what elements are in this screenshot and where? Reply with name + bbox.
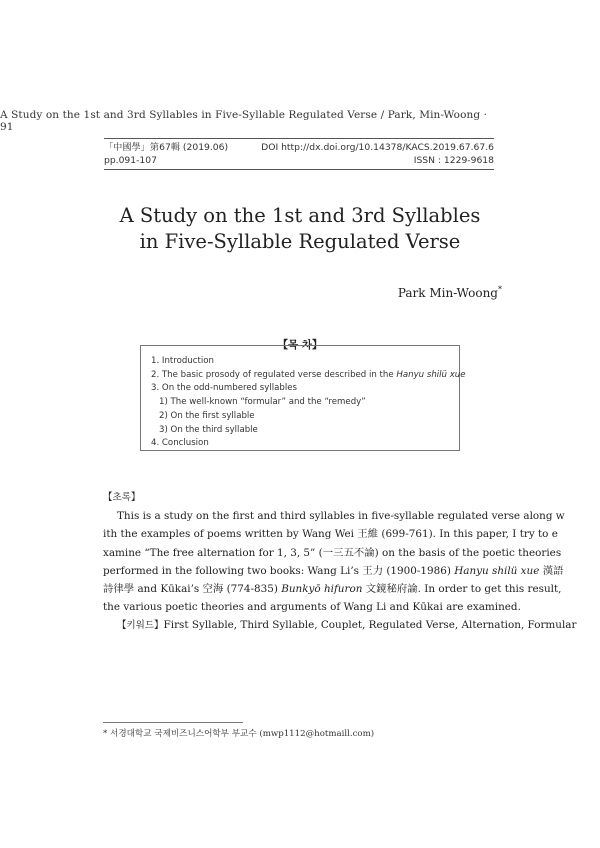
toc-item: 1. Introduction [151, 356, 214, 366]
toc-item-text: 2. The basic prosody of regulated verse described in the [151, 369, 397, 380]
abstract-line [103, 562, 564, 580]
keywords-label: 【키워드】 [117, 620, 164, 632]
running-head: A Study on the 1st and 3rd Syllables in Five-Syllable Regulated Verse / Park, Min-Woong · 91 [0, 109, 488, 133]
journal-info [104, 138, 494, 170]
keywords-text: First Syllable, Third Syllable, Couplet, Regulated Verse, Alternation, Formular [163, 619, 577, 632]
abstract [103, 488, 577, 636]
toc-item: 3. On the odd-numbered syllables [151, 383, 298, 394]
abstract-line [103, 580, 562, 598]
abstract-line: xamine “The free alternation for 1, 3, 5” (一三五不論) on the basis of the poetic theories [103, 546, 562, 559]
author-footnote-mark: * [498, 285, 502, 294]
toc-item: 4. Conclusion [151, 438, 209, 449]
page-range: pp.091-107 [104, 155, 157, 166]
table-of-contents [140, 345, 466, 451]
title-line-1: A Study on the 1st and 3rd Syllables [119, 204, 481, 227]
footnote: * 서경대학교 국제비즈니스어학부 부교수 (mwp1112@hotmaill.com) [103, 729, 375, 739]
toc-item-italic: Hanyu shilü xue [396, 369, 466, 380]
abstract-line: ith the examples of poems written by Wang Wei 王維 (699-761). In this paper, I try to e [103, 528, 558, 541]
footnote-divider [103, 722, 243, 723]
toc-subitem: 2) On the first syllable [159, 410, 255, 421]
book-title: Bunkyō hifuron [281, 583, 363, 596]
abstract-text: 文鏡秘府論. In order to get this result, [362, 583, 562, 596]
abstract-label [103, 488, 498, 507]
abstract-text: 詩律學 and Kūkai’s 空海 (774-835) [103, 583, 282, 596]
abstract-line: This is a study on the first and third syllables in five-syllable regulated verse along w [117, 510, 565, 523]
book-title: Hanyu shilü xue [454, 564, 540, 577]
abstract-text: performed in the following two books: Wang Li’s 王力 (1900-1986) [103, 564, 455, 577]
toc-subitem: 1) The well-known “formular” and the “remedy” [159, 397, 366, 408]
author [398, 285, 502, 300]
abstract-text: 漢語 [539, 564, 564, 577]
abstract-label-text: 【초록】 [103, 492, 141, 503]
journal-issue: 「中國學」第67輯 (2019.06) [104, 142, 229, 153]
doi-link[interactable]: DOI http://dx.doi.org/10.14378/KACS.2019.67.67.6 [261, 142, 494, 153]
toc-item [151, 369, 466, 383]
keywords [103, 616, 577, 635]
issn: ISSN : 1229-9618 [413, 155, 494, 166]
abstract-line: the various poetic theories and arguments of Wang Li and Kūkai are examined. [103, 601, 521, 614]
toc-heading: 【목 차】 [277, 339, 323, 351]
author-name: Park Min-Woong [397, 286, 498, 300]
title-line-2: in Five-Syllable Regulated Verse [139, 230, 461, 253]
toc-subitem: 3) On the third syllable [159, 424, 258, 435]
paper-title [0, 203, 600, 255]
